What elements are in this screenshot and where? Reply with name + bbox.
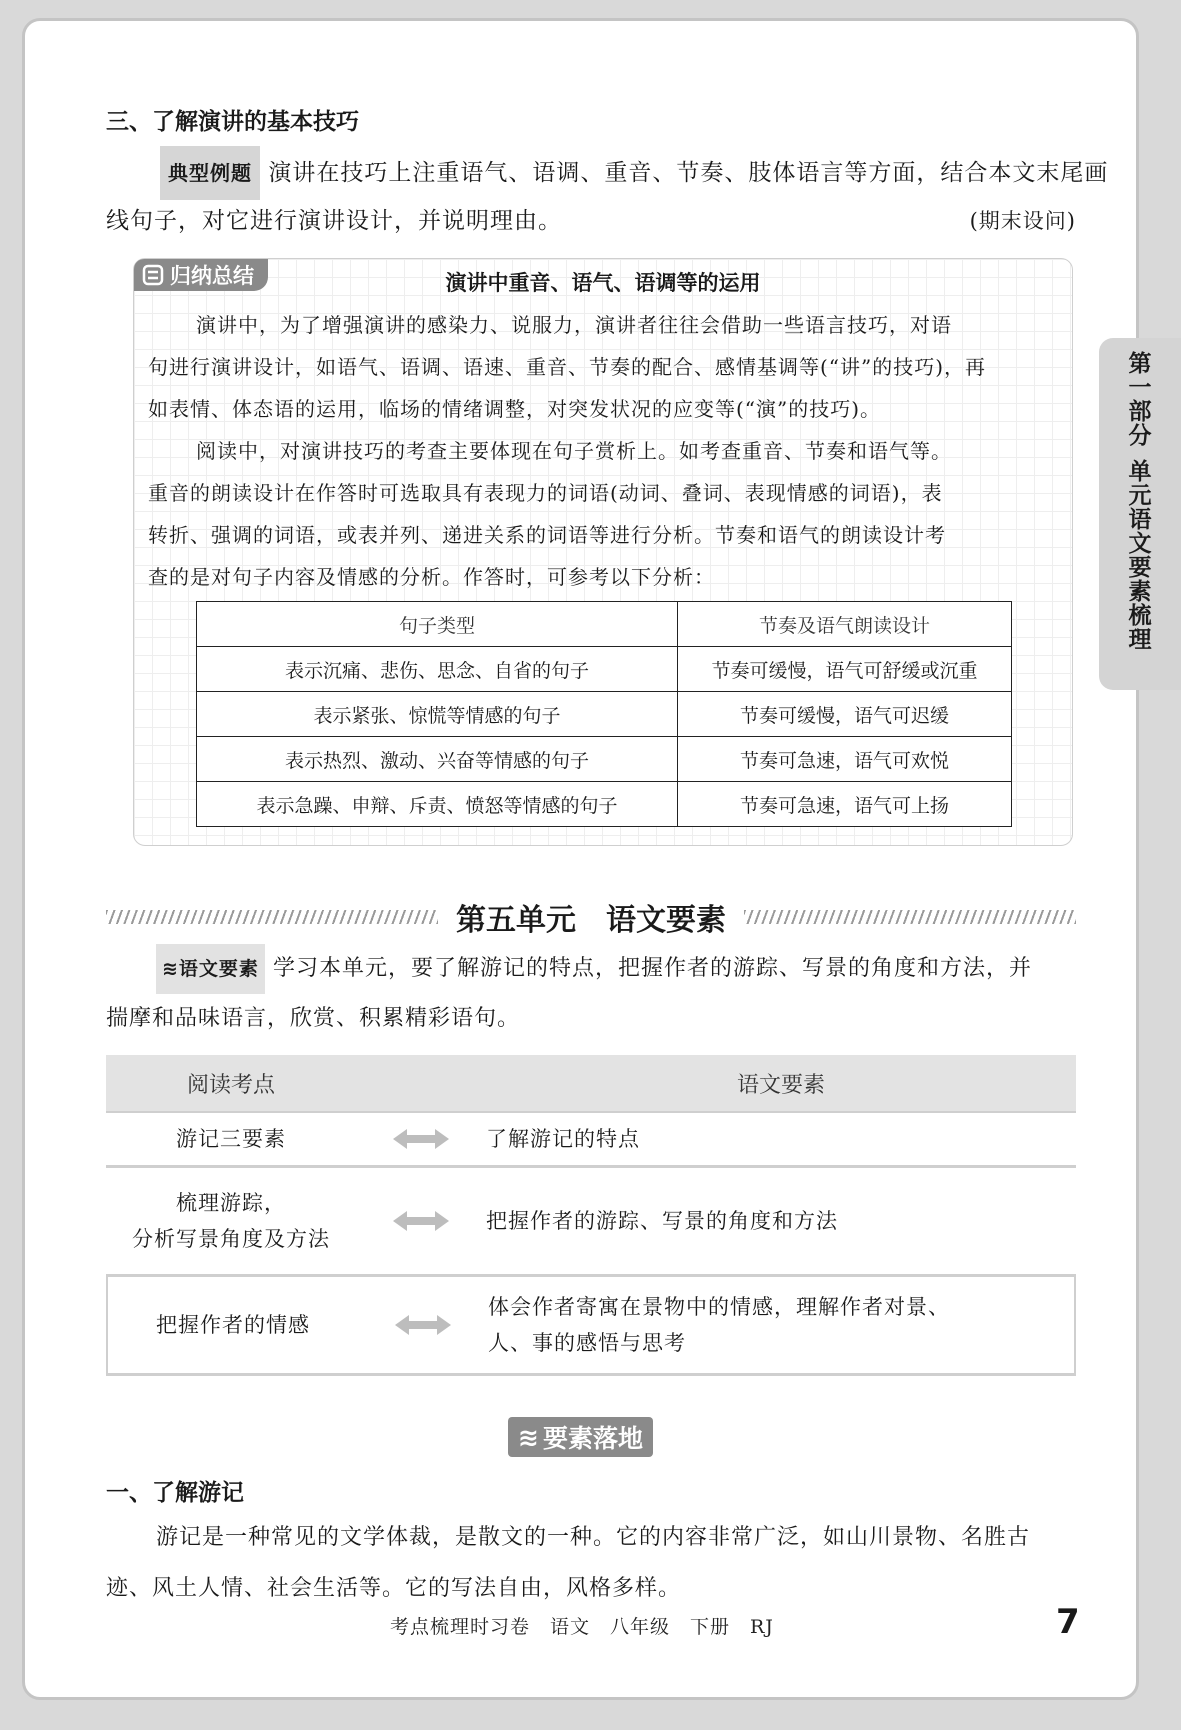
double-arrow-icon (395, 1315, 451, 1335)
summary-para2-line: 重音的朗读设计在作答时可选取具有表现力的词语(动词、叠词、表现情感的词语)，表 (148, 481, 943, 505)
table-header-cell: 语文要素 (736, 1072, 825, 1098)
side-tab-char: 理 (1128, 627, 1152, 653)
example-tag: 典型例题 (160, 146, 260, 200)
summary-badge-label: 归纳总结 (170, 264, 254, 288)
table-cell: 把握作者的情感 (156, 1313, 310, 1337)
table-cell-line: 梳理游踪， (176, 1191, 286, 1215)
side-tab-char: 梳 (1128, 603, 1152, 629)
side-tab-char: 分 (1128, 423, 1152, 449)
travel-para-line1: 游记是一种常见的文学体裁，是散文的一种。它的内容非常广泛，如山川景物、名胜古 (156, 1525, 1031, 1550)
table-cell-line: 体会作者寄寓在景物中的情感，理解作者对景、 (488, 1295, 950, 1319)
table-cell-line: 分析写景角度及方法 (132, 1227, 330, 1251)
page-number: 7 (1056, 1602, 1080, 1642)
table-cell: 表示紧张、惊慌等情感的句子 (197, 692, 678, 737)
table-cell: 了解游记的特点 (486, 1127, 640, 1151)
decorative-dots (106, 910, 438, 924)
side-tab-char: 单 (1128, 459, 1152, 485)
side-tab-char: 语 (1128, 507, 1152, 533)
unit-intro-line1: 学习本单元，要了解游记的特点，把握作者的游踪、写景的角度和方法，并 (272, 956, 1032, 981)
question-source: (期末设问) (969, 209, 1076, 233)
side-tab-char: 元 (1128, 483, 1152, 509)
summary-para1-cont (148, 346, 1058, 430)
language-elements-tag (156, 944, 265, 994)
summary-para1-line: 如表情、体态语的运用，临场的情绪调整，对突发状况的应变等(“演”的技巧)。 (148, 397, 882, 421)
table-header-row (106, 1055, 1076, 1111)
elements-badge-label: 要素落地 (542, 1424, 643, 1453)
double-arrow-icon (393, 1211, 449, 1231)
table-header-row (197, 602, 1012, 647)
table-cell: 表示热烈、激动、兴奋等情感的句子 (197, 737, 678, 782)
summary-para2-line: 转折、强调的词语，或表并列、递进关系的词语等进行分析。节奏和语气的朗读设计考 (148, 523, 946, 547)
table-cell: 表示急躁、申辩、斥责、愤怒等情感的句子 (197, 782, 678, 827)
waves-icon: ≋ (162, 958, 179, 980)
reading-design-table (196, 601, 1012, 827)
table-cell: 游记三要素 (176, 1127, 286, 1151)
side-tab-char: 文 (1128, 531, 1152, 557)
example-line2-row (106, 196, 1076, 246)
side-tab-char: 素 (1128, 579, 1152, 605)
footer-book-info: 考点梳理时习卷 语文 八年级 下册 RJ (390, 1616, 774, 1638)
summary-para2-cont (148, 472, 1058, 598)
example-question (160, 146, 1109, 200)
unit-intro (156, 944, 1032, 994)
section-heading: 三、了解演讲的基本技巧 (106, 109, 359, 135)
table-header-cell: 节奏及语气朗读设计 (678, 602, 1012, 647)
table-row (197, 692, 1012, 737)
unit-intro-line2: 揣摩和品味语言，欣赏、积累精彩语句。 (106, 1006, 521, 1031)
summary-para2-line: 查的是对句子内容及情感的分析。作答时，可参考以下分析： (148, 565, 715, 589)
table-cell: 节奏可缓慢，语气可迟缓 (678, 692, 1012, 737)
table-header-cell: 阅读考点 (186, 1072, 275, 1098)
side-tab-char: 要 (1128, 555, 1152, 581)
summary-para1-line: 演讲中，为了增强演讲的感染力、说服力，演讲者往往会借助一些语言技巧，对语 (196, 313, 952, 337)
unit-heading (106, 895, 1076, 939)
table-row (197, 647, 1012, 692)
language-elements-tag-label: 语文要素 (178, 958, 259, 980)
summary-para2-line: 阅读中，对演讲技巧的考查主要体现在句子赏析上。如考查重音、节奏和语气等。 (196, 439, 952, 463)
summary-para2 (148, 430, 1058, 472)
side-section-tab (1099, 338, 1181, 690)
double-arrow-icon (393, 1129, 449, 1149)
table-cell: 节奏可缓慢，语气可舒缓或沉重 (678, 647, 1012, 692)
table-header-cell: 句子类型 (197, 602, 678, 647)
table-cell (488, 1289, 1074, 1361)
elements-badge (508, 1417, 653, 1457)
table-row (106, 1277, 1076, 1376)
summary-box (133, 258, 1073, 846)
table-row (197, 737, 1012, 782)
table-cell: 把握作者的游踪、写景的角度和方法 (486, 1209, 838, 1233)
summary-title: 演讲中重音、语气、语调等的运用 (445, 271, 761, 295)
unit-title: 第五单元 语文要素 (456, 903, 726, 938)
example-text-line2: 线句子，对它进行演讲设计，并说明理由。 (106, 208, 562, 234)
summary-para1 (148, 304, 1058, 346)
reading-points-table (106, 1055, 1076, 1376)
table-cell-line: 人、事的感悟与思考 (488, 1331, 686, 1355)
side-tab-char: 一 (1128, 375, 1152, 401)
table-cell: 表示沉痛、悲伤、思念、自省的句子 (197, 647, 678, 692)
side-tab-char: 部 (1128, 399, 1152, 425)
table-row (106, 1168, 1076, 1277)
section-heading: 一、了解游记 (106, 1480, 244, 1506)
example-text-line1: 演讲在技巧上注重语气、语调、重音、节奏、肢体语言等方面，结合本文末尾画 (268, 160, 1109, 186)
travel-para-line2: 迹、风土人情、社会生活等。它的写法自由，风格多样。 (106, 1576, 682, 1601)
table-cell (106, 1185, 356, 1257)
decorative-dots (744, 910, 1076, 924)
table-row (197, 782, 1012, 827)
table-cell: 节奏可急速，语气可上扬 (678, 782, 1012, 827)
summary-para1-line: 句进行演讲设计，如语气、语调、语速、重音、节奏的配合、感情基调等(“讲”的技巧)，再 (148, 355, 987, 379)
table-row (106, 1111, 1076, 1168)
side-tab-char: 第 (1128, 351, 1152, 377)
table-cell: 节奏可急速，语气可欢悦 (678, 737, 1012, 782)
waves-icon: ≋ (518, 1422, 539, 1452)
